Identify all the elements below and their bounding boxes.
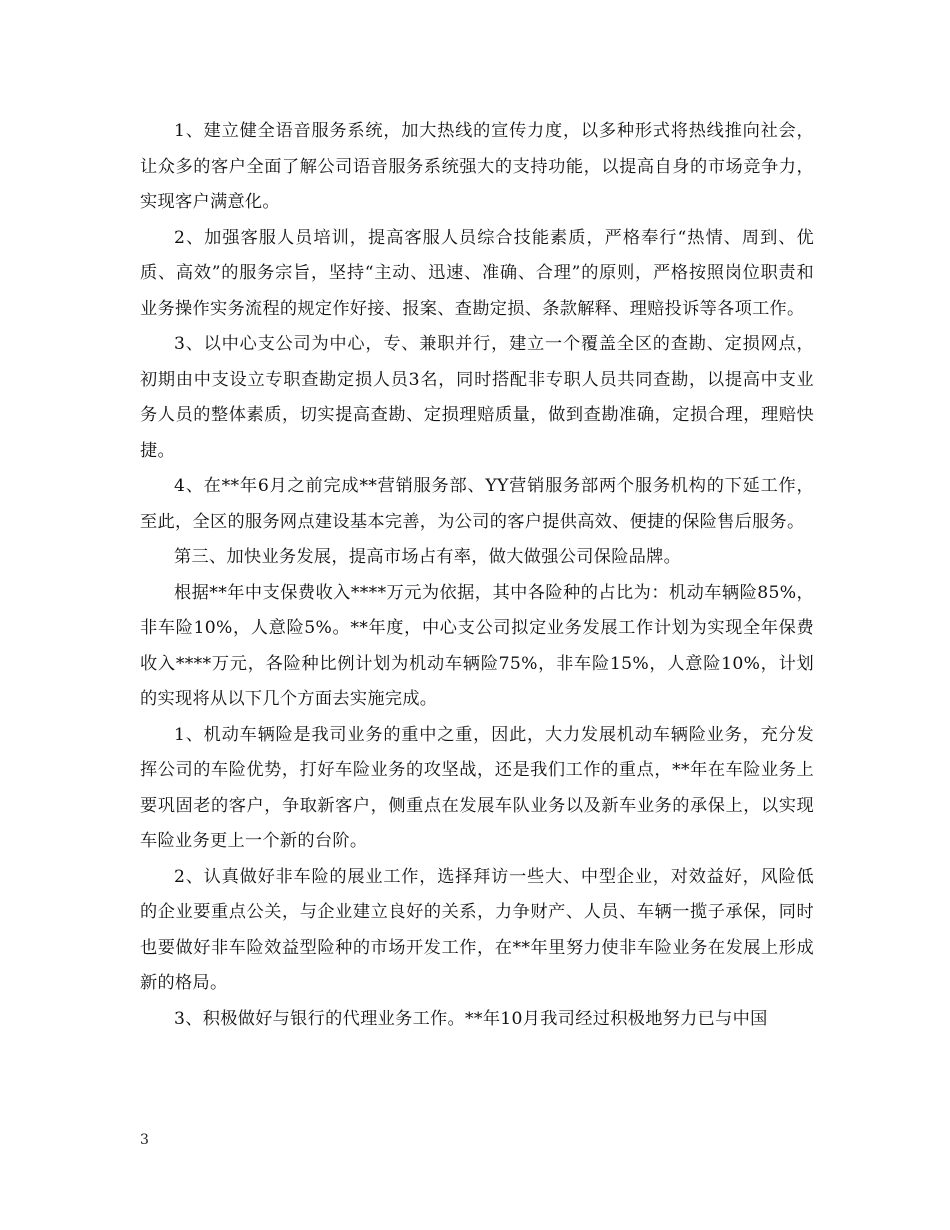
page-number: 3	[140, 1132, 149, 1148]
paragraph-motor-insurance: 1、机动车辆险是我司业务的重中之重，因此，大力发展机动车辆险业务，充分发挥公司的车险优势，打好车险业务的攻坚战，还是我们工作的重点，**年在车险业务上要巩固老的客户，争取新客户，侧重点在发展车队业务以及新车业务的承保上，以实现车险业务更上一个新的台阶。	[140, 724, 814, 851]
paragraph-premium-plan: 根据**年中支保费收入****万元为依据，其中各险种的占比为：机动车辆险85%，非车险10%，人意险5%。**年度，中心支公司拟定业务发展工作计划为实现全年保费收入****万元，各险种比例计划为机动车辆险75%，非车险15%，人意险10%，计划的实现将从以下几个方面去实施完成。	[140, 582, 814, 709]
paragraph-service-outlets: 4、在**年6月之前完成**营销服务部、YY营销服务部两个服务机构的下延工作，至此，全区的服务网点建设基本完善，为公司的客户提供高效、便捷的保险售后服务。	[140, 476, 814, 532]
paragraph-bank-agency: 3、积极做好与银行的代理业务工作。**年10月我司经过积极地努力已与中国	[174, 1008, 768, 1029]
document-body	[140, 114, 814, 1037]
paragraph-voice-service: 1、建立健全语音服务系统，加大热线的宣传力度，以多种形式将热线推向社会，让众多的客户全面了解公司语音服务系统强大的支持功能，以提高自身的市场竞争力，实现客户满意化。	[140, 121, 814, 212]
section-heading-third: 第三、加快业务发展，提高市场占有率，做大做强公司保险品牌。	[174, 547, 682, 567]
paragraph-staff-training: 2、加强客服人员培训，提高客服人员综合技能素质，严格奉行“热情、周到、优质、高效”的服务宗旨，坚持“主动、迅速、准确、合理”的原则，严格按照岗位职责和业务操作实务流程的规定作好接、报案、查勘定损、条款解释、理赔投诉等各项工作。	[140, 227, 814, 319]
paragraph-non-motor: 2、认真做好非车险的展业工作，选择拜访一些大、中型企业，对效益好，风险低的企业要重点公关，与企业建立良好的关系，力争财产、人员、车辆一揽子承保，同时也要做好非车险效益型险种的市场开发工作，在**年里努力使非车险业务在发展上形成新的格局。	[140, 866, 814, 993]
paragraph-survey-network: 3、以中心支公司为中心，专、兼职并行，建立一个覆盖全区的查勘、定损网点，初期由中支设立专职查勘定损人员3名，同时搭配非专职人员共同查勘，以提高中支业务人员的整体素质，切实提高查勘、定损理赔质量，做到查勘准确，定损合理，理赔快捷。	[140, 334, 814, 461]
